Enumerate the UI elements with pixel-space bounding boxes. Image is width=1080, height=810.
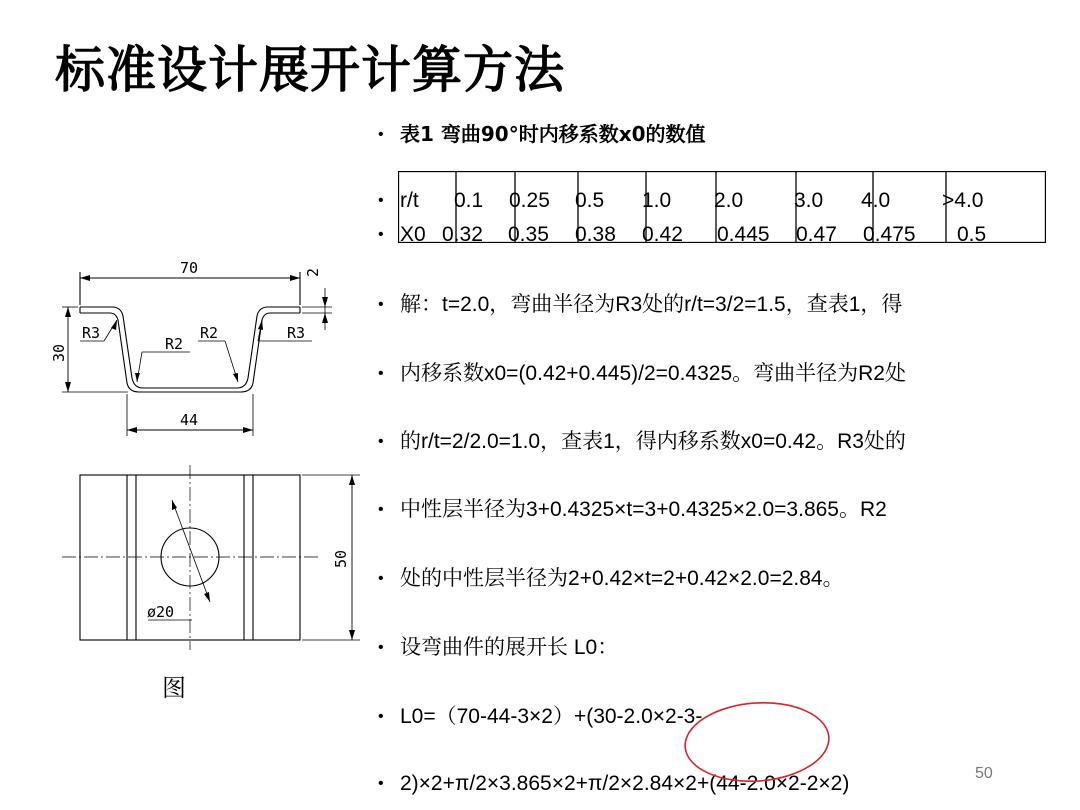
text-line	[378, 293, 902, 317]
text-line	[378, 498, 887, 522]
line-text: 内移系数x0=(0.42+0.445)/2=0.4325。弯曲半径为R2处	[400, 362, 906, 385]
table-cell: 0.32	[442, 223, 483, 246]
dim-2-label: 2	[304, 267, 322, 277]
table-row-bullet	[378, 189, 400, 213]
line-text: 解：t=2.0，弯曲半径为R3处的r/t=3/2=1.5，查表1，得	[400, 293, 903, 316]
profile-outer	[80, 307, 300, 388]
technical-drawing	[0, 0, 380, 700]
bullet-icon: •	[378, 433, 384, 450]
figure-caption: 图	[162, 674, 186, 702]
table-cell: >4.0	[942, 189, 984, 212]
page-title: 标准设计展开计算方法	[55, 41, 565, 99]
table-cell: 0.475	[863, 223, 916, 246]
bullet-icon: •	[378, 126, 384, 143]
line-text: 的r/t=2/2.0=1.0，查表1，得内移系数x0=0.42。R3处的	[400, 430, 906, 453]
table-caption-item	[378, 122, 706, 147]
line-text: 中性层半径为3+0.4325×t=3+0.4325×2.0=3.865。R2	[400, 498, 887, 521]
table-cell: 0.47	[796, 223, 837, 246]
text-line	[378, 567, 844, 591]
table-cell: 0.1	[454, 189, 484, 212]
text-line	[378, 705, 702, 729]
r2-right-label: R2	[200, 324, 219, 342]
line-text: L0=（70-44-3×2）+(30-2.0×2-3-	[400, 705, 703, 728]
coefficient-table	[398, 171, 1046, 246]
profile-inner	[80, 313, 300, 392]
table-cell: r/t	[400, 189, 419, 212]
line-text: 设弯曲件的展开长 L0：	[400, 636, 619, 659]
bullet-icon: •	[378, 570, 384, 587]
bullet-icon: •	[378, 226, 384, 243]
dim-44-label: 44	[180, 411, 199, 429]
dim-50-label: 50	[332, 549, 350, 568]
table-caption: 表1 弯曲90°时内移系数x0的数值	[400, 122, 706, 146]
table-cell: 4.0	[861, 189, 891, 212]
table-cell: 0.5	[575, 189, 605, 212]
text-line	[378, 430, 906, 454]
text-line	[378, 636, 618, 660]
line-text: 处的中性层半径为2+0.42×t=2+0.42×2.0=2.84。	[400, 567, 844, 590]
table-cell: 0.38	[575, 223, 616, 246]
dim-30-label: 30	[50, 343, 68, 362]
table-cell: 0.42	[642, 223, 683, 246]
table-cell: 1.0	[642, 189, 672, 212]
table-cell: 0.445	[717, 223, 770, 246]
table-cell: 2.0	[714, 189, 744, 212]
bullet-icon: •	[378, 192, 384, 209]
line-text: 2)×2+π/2×3.865×2+π/2×2.84×2+(44-2.0×2-2×2)	[400, 772, 850, 795]
r2-left-label: R2	[165, 335, 184, 353]
page-number: 50	[975, 765, 993, 782]
dia-label: ø20	[147, 603, 175, 621]
dim-70-label: 70	[180, 259, 199, 277]
text-line	[378, 772, 849, 796]
bullet-icon: •	[378, 639, 384, 656]
bullet-icon: •	[378, 775, 384, 792]
table-cell: 0.5	[957, 223, 987, 246]
bullet-icon: •	[378, 501, 384, 518]
table-cell: 0.25	[509, 189, 550, 212]
r3-right-label: R3	[287, 324, 306, 342]
table-cell: 3.0	[794, 189, 824, 212]
bullet-icon: •	[378, 708, 384, 725]
table-cell: 0.35	[508, 223, 549, 246]
table-cell: X0	[400, 223, 426, 246]
text-line	[378, 362, 906, 386]
table-row-bullet	[378, 223, 400, 247]
bullet-icon: •	[378, 365, 384, 382]
r3-left-label: R3	[82, 324, 101, 342]
bullet-icon: •	[378, 296, 384, 313]
